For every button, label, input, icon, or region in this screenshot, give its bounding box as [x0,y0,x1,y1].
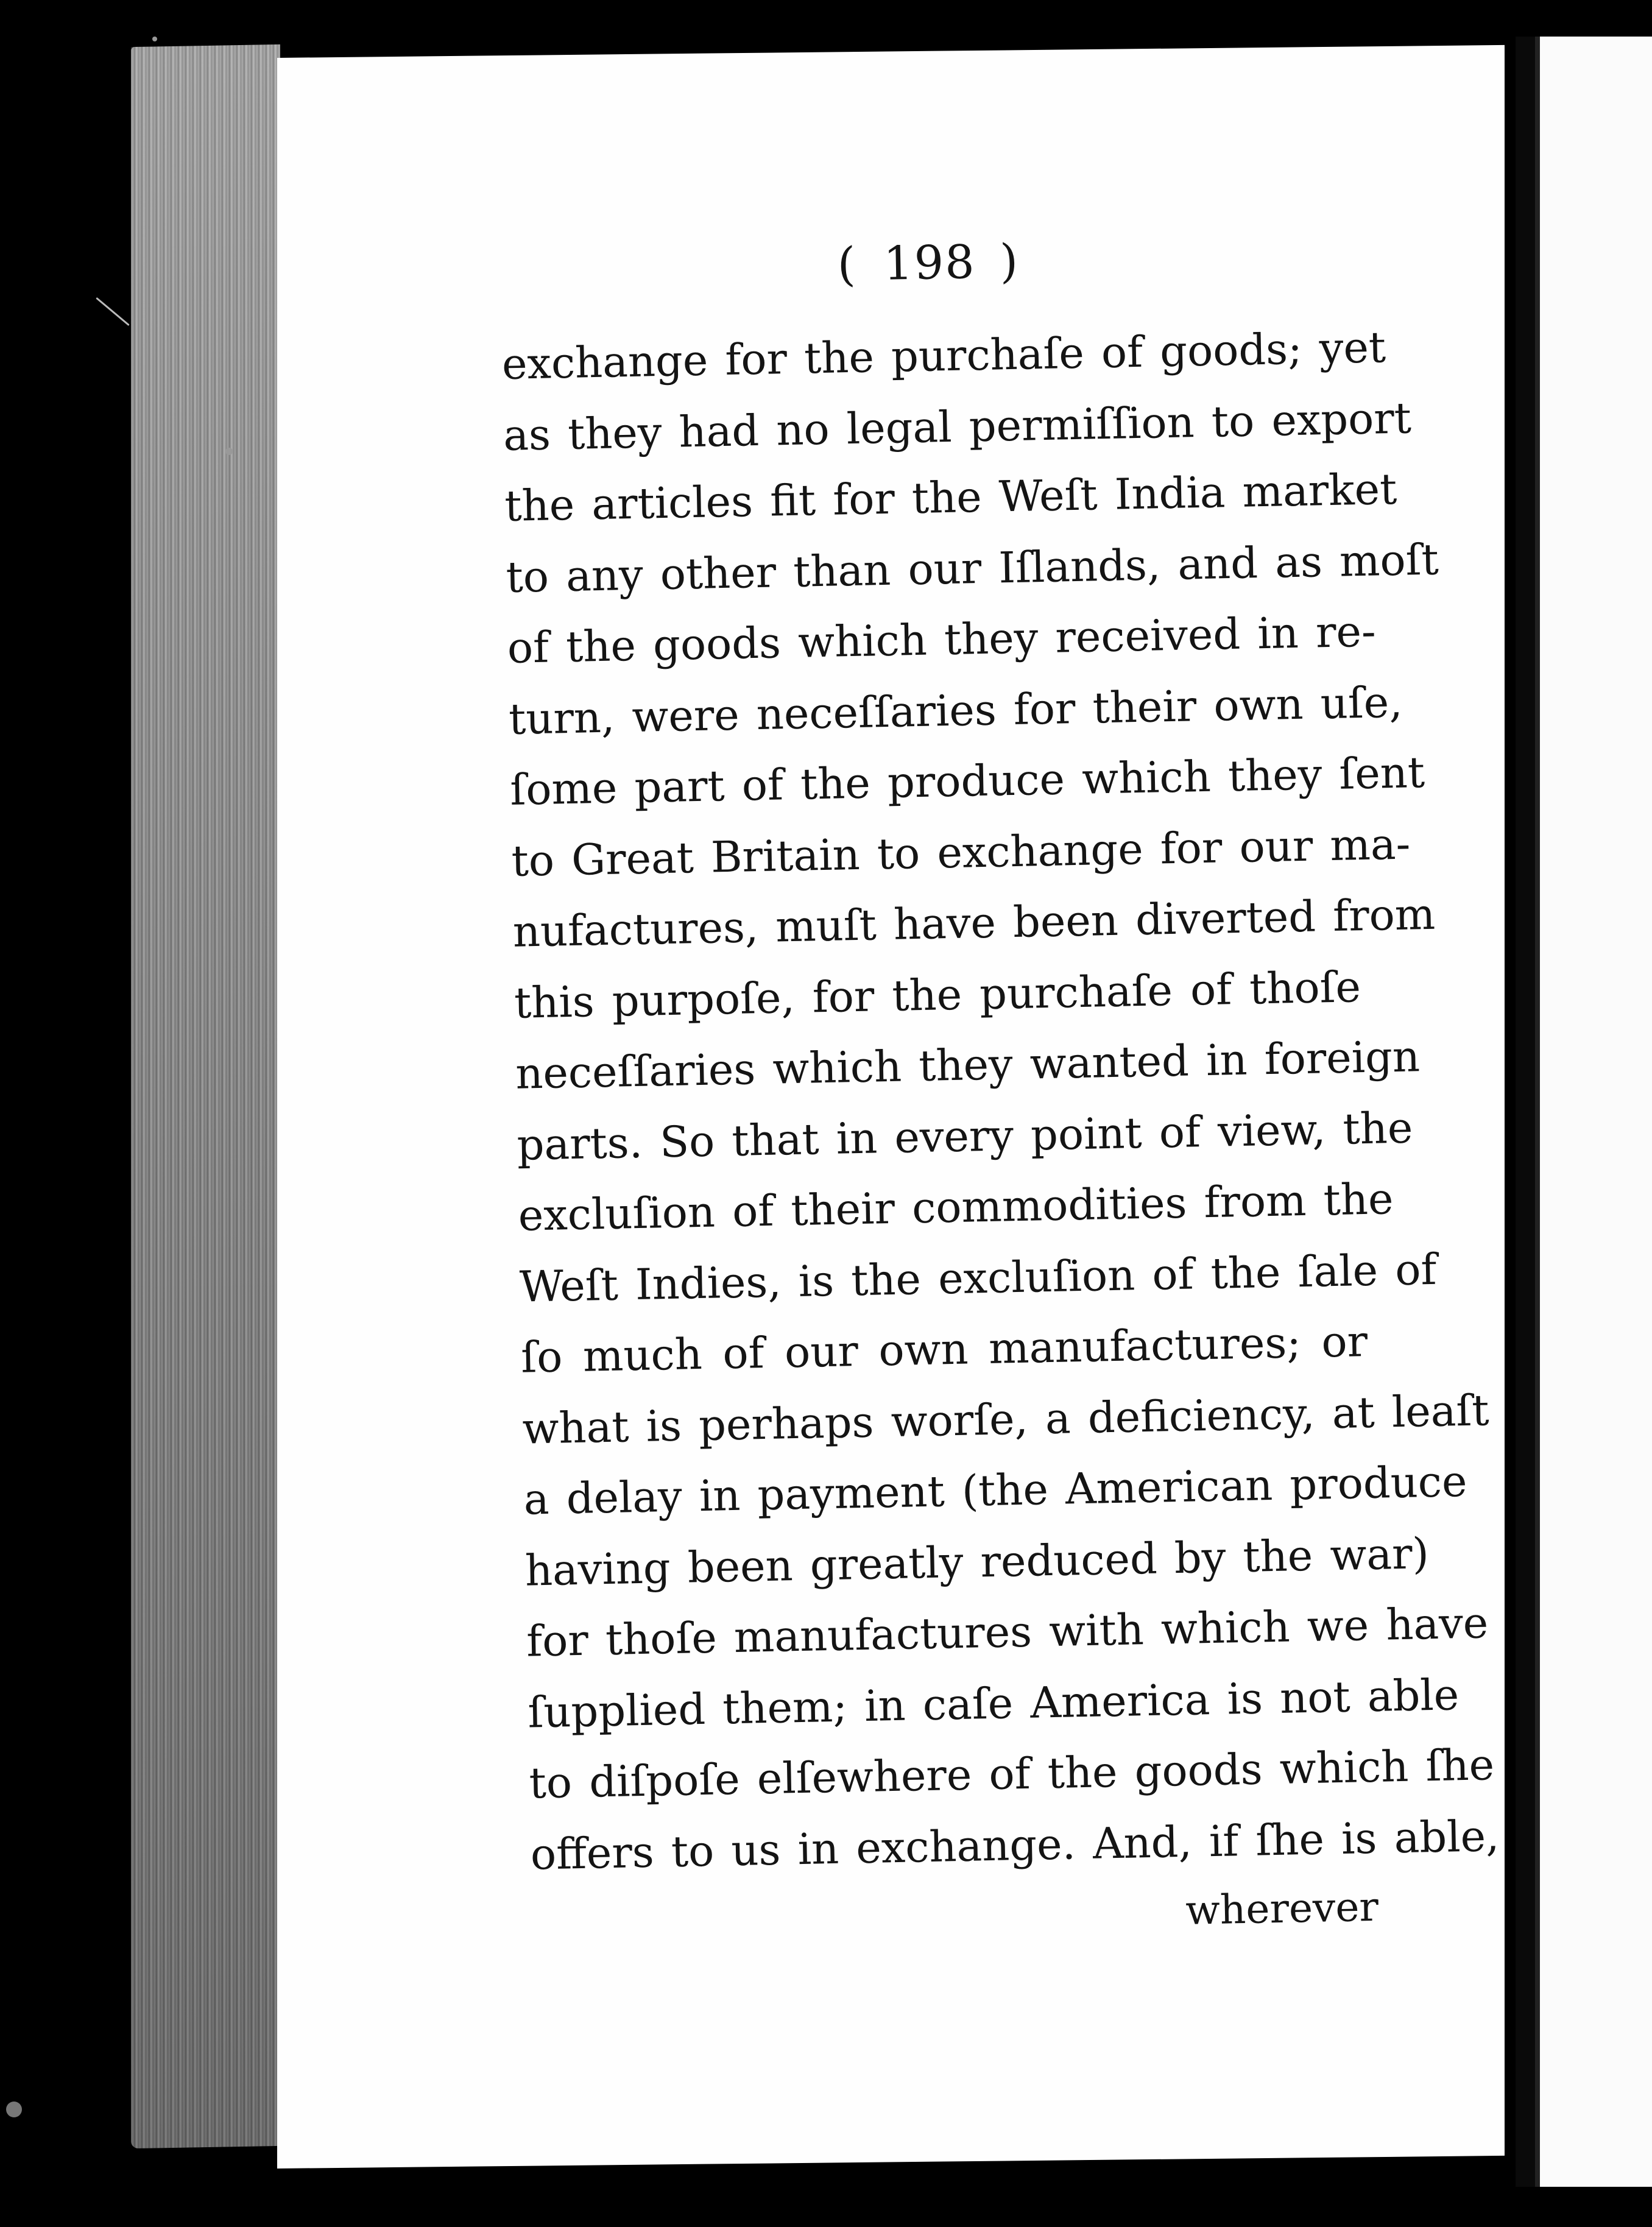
text-line: of the goods which they received in re- [507,606,1377,673]
page-text-block [499,221,1500,1957]
text-line: offers to us in exchange. And, if ſhe is able, [530,1810,1500,1880]
text-line: nufactures, muſt have been diverted from [512,889,1436,957]
text-line: for thoſe manufactures with which we have [526,1598,1489,1667]
open-paren: ( [836,236,860,292]
text-line: this purpoſe, for the purchaſe of thoſe [514,961,1361,1028]
text-line: neceſſaries which they wanted in foreign [515,1031,1421,1099]
close-paren: ) [999,233,1022,289]
text-line: excluſion of their commodities from the [518,1174,1394,1241]
text-line: turn, were neceſſaries for their own uſe, [508,677,1403,744]
text-line: what is perhaps worſe, a deficiency, at leaſt [521,1385,1490,1454]
text-line: parts. So that in every point of view, the [516,1102,1413,1170]
page-number: 198 [883,235,976,291]
page-edge-stack [131,44,280,2148]
text-line: exchange for the purchaſe of goods; yet [501,322,1386,389]
catchword: wherever [1185,1883,1379,1934]
text-line: ſupplied them; in caſe America is not able [527,1669,1460,1738]
text-line: ſo much of our own manufactures; or [520,1316,1368,1383]
text-line: to any other than our Iſlands, and as moſt [505,534,1439,602]
text-line: Weſt Indies, is the excluſion of the ſale of [519,1244,1438,1312]
text-line: ſome part of the produce which they ſent [509,747,1425,815]
facing-page-edge [1535,37,1652,2187]
text-line: the articles fit for the Weſt India market [504,464,1397,531]
page-header [512,221,1348,328]
text-line: a delay in payment (the American produce [523,1456,1468,1525]
body-text [501,312,1500,1890]
text-line: to Great Britain to exchange for our ma- [510,818,1411,886]
dust-speck [152,37,157,41]
dust-speck [6,2102,22,2117]
text-line: having been greatly reduced by the war) [524,1528,1430,1596]
text-line: to diſpoſe elſewhere of the goods which ſhe [528,1740,1495,1809]
dust-speck [225,448,233,455]
text-line: as they had no legal permiſſion to export [503,392,1412,461]
dust-fiber [96,297,130,326]
